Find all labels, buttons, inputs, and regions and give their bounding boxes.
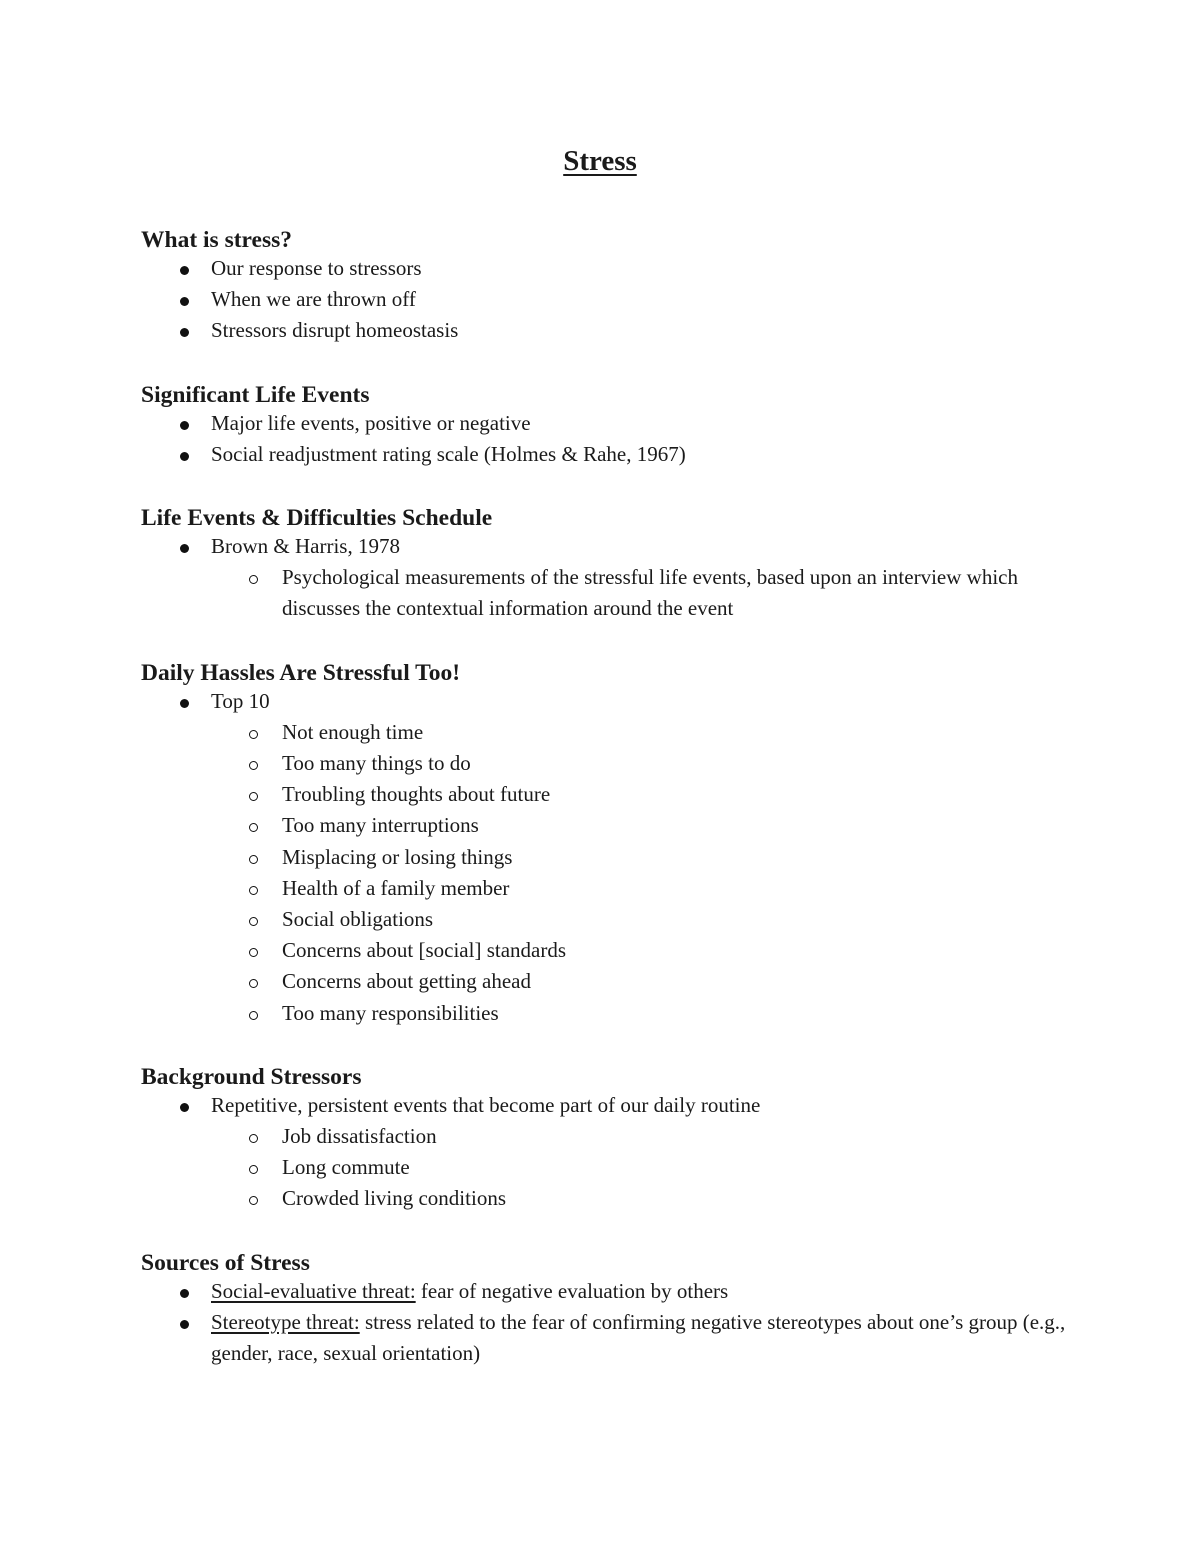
- sub-list-item-text: Job dissatisfaction: [282, 1124, 437, 1149]
- sub-list-item-text: Long commute: [282, 1155, 410, 1180]
- sub-list-item: [141, 717, 1081, 748]
- bullet-dot-icon: [180, 328, 189, 337]
- section-heading: Background Stressors: [141, 1063, 362, 1090]
- section-heading: Life Events & Difficulties Schedule: [141, 505, 493, 532]
- bullet-circle-icon: [249, 886, 258, 895]
- sub-list-item: [141, 1183, 1081, 1214]
- sub-list-item: [141, 779, 1081, 810]
- section-daily-hassles: [141, 655, 1081, 1029]
- sub-list-item-text: Health of a family member: [282, 875, 510, 900]
- bullet-circle-icon: [249, 948, 258, 957]
- list-item-text: Top 10: [211, 688, 270, 713]
- list-item-text: Stressors disrupt homeostasis: [211, 318, 459, 343]
- list-item-text: Repetitive, persistent events that become part of our daily routine: [211, 1092, 761, 1117]
- sub-list-item-text: Too many things to do: [282, 751, 471, 776]
- document-body: [141, 222, 1081, 1399]
- bullet-dot-icon: [180, 266, 189, 275]
- sub-list-item-text: Not enough time: [282, 719, 424, 744]
- list-item: [141, 531, 1081, 625]
- sub-list-item: [141, 842, 1081, 873]
- bullet-circle-icon: [249, 1165, 258, 1174]
- sub-list-item: [141, 904, 1081, 935]
- list-item-text: Major life events, positive or negative: [211, 410, 531, 435]
- list-item: [141, 1276, 1081, 1307]
- section-heading: Daily Hassles Are Stressful Too!: [141, 659, 461, 686]
- bullet-dot-icon: [180, 544, 189, 553]
- bullet-circle-icon: [249, 1011, 258, 1020]
- bullet-dot-icon: [180, 421, 189, 430]
- list-item: [141, 315, 1081, 346]
- sub-list-item: [141, 810, 1081, 841]
- bullet-dot-icon: [180, 1103, 189, 1112]
- section-life-events-difficulties: [141, 500, 1081, 625]
- bullet-circle-icon: [249, 1134, 258, 1143]
- list-item: [141, 408, 1081, 439]
- sub-list-item-text: Psychological measurements of the stressful life events, based upon an interview which discusses the contextual information around the event: [282, 565, 1018, 621]
- bullet-circle-icon: [249, 917, 258, 926]
- bullet-list: [141, 408, 1081, 470]
- sub-list-item: [141, 562, 1081, 624]
- sub-list-item: [141, 1152, 1081, 1183]
- sub-list-item: [141, 966, 1081, 997]
- list-item: [141, 284, 1081, 315]
- bullet-circle-icon: [249, 730, 258, 739]
- sub-list: [141, 717, 1081, 1029]
- bullet-dot-icon: [180, 452, 189, 461]
- sub-list-item: [141, 1121, 1081, 1152]
- section-background-stressors: [141, 1059, 1081, 1215]
- list-item-text: Our response to stressors: [211, 256, 422, 280]
- sub-list-item: [141, 748, 1081, 779]
- sub-list-item-text: Too many responsibilities: [282, 1000, 499, 1025]
- sub-list-item: [141, 873, 1081, 904]
- bullet-dot-icon: [180, 297, 189, 306]
- list-item: [141, 686, 1081, 1029]
- bullet-circle-icon: [249, 792, 258, 801]
- sub-list-item-text: Crowded living conditions: [282, 1186, 506, 1211]
- sub-list-item-text: Too many interruptions: [282, 813, 479, 838]
- list-item: [141, 439, 1081, 470]
- section-heading: Sources of Stress: [141, 1249, 310, 1276]
- bullet-circle-icon: [249, 979, 258, 988]
- sub-list-item-text: Concerns about getting ahead: [282, 969, 532, 994]
- section-significant-life-events: [141, 377, 1081, 470]
- sub-list-item-text: Troubling thoughts about future: [282, 782, 551, 807]
- sub-list-item-text: Concerns about [social] standards: [282, 938, 567, 963]
- section-heading: What is stress?: [141, 227, 293, 253]
- list-item-text: Social readjustment rating scale (Holmes & Rahe, 1967): [211, 441, 686, 466]
- list-item-text: Brown & Harris, 1978: [211, 534, 400, 559]
- term-definition: fear of negative evaluation by others: [415, 1278, 729, 1303]
- sub-list-item-text: Misplacing or losing things: [282, 844, 513, 869]
- bullet-list: [141, 1090, 1081, 1215]
- page-title: Stress: [563, 145, 637, 177]
- bullet-circle-icon: [249, 855, 258, 864]
- bullet-circle-icon: [249, 1196, 258, 1205]
- bullet-dot-icon: [180, 1289, 189, 1298]
- bullet-circle-icon: [249, 575, 258, 584]
- list-item: [141, 1090, 1081, 1215]
- bullet-list: [141, 1276, 1081, 1370]
- section-sources-of-stress: [141, 1245, 1081, 1370]
- bullet-list: [141, 686, 1081, 1029]
- list-item-text: When we are thrown off: [211, 287, 416, 312]
- sub-list: [141, 562, 1081, 624]
- bullet-circle-icon: [249, 761, 258, 770]
- section-heading: Significant Life Events: [141, 381, 370, 408]
- bullet-list: [141, 531, 1081, 625]
- bullet-circle-icon: [249, 823, 258, 832]
- section-what-is-stress: [141, 222, 1081, 347]
- list-item: [141, 253, 1081, 284]
- sub-list-item-text: Social obligations: [282, 907, 434, 932]
- bullet-dot-icon: [180, 699, 189, 708]
- sub-list-item: [141, 935, 1081, 966]
- bullet-list: [141, 253, 1081, 347]
- sub-list-item: [141, 998, 1081, 1029]
- term-social-evaluative-threat: Social-evaluative threat:: [211, 1278, 416, 1303]
- list-item: [141, 1307, 1081, 1369]
- term-definition: stress related to the fear of confirming negative stereotypes about one’s group (e.g., gender, race, sexual orientation): [211, 1309, 1066, 1366]
- term-stereotype-threat: Stereotype threat:: [211, 1309, 360, 1334]
- bullet-dot-icon: [180, 1320, 189, 1329]
- sub-list: [141, 1121, 1081, 1215]
